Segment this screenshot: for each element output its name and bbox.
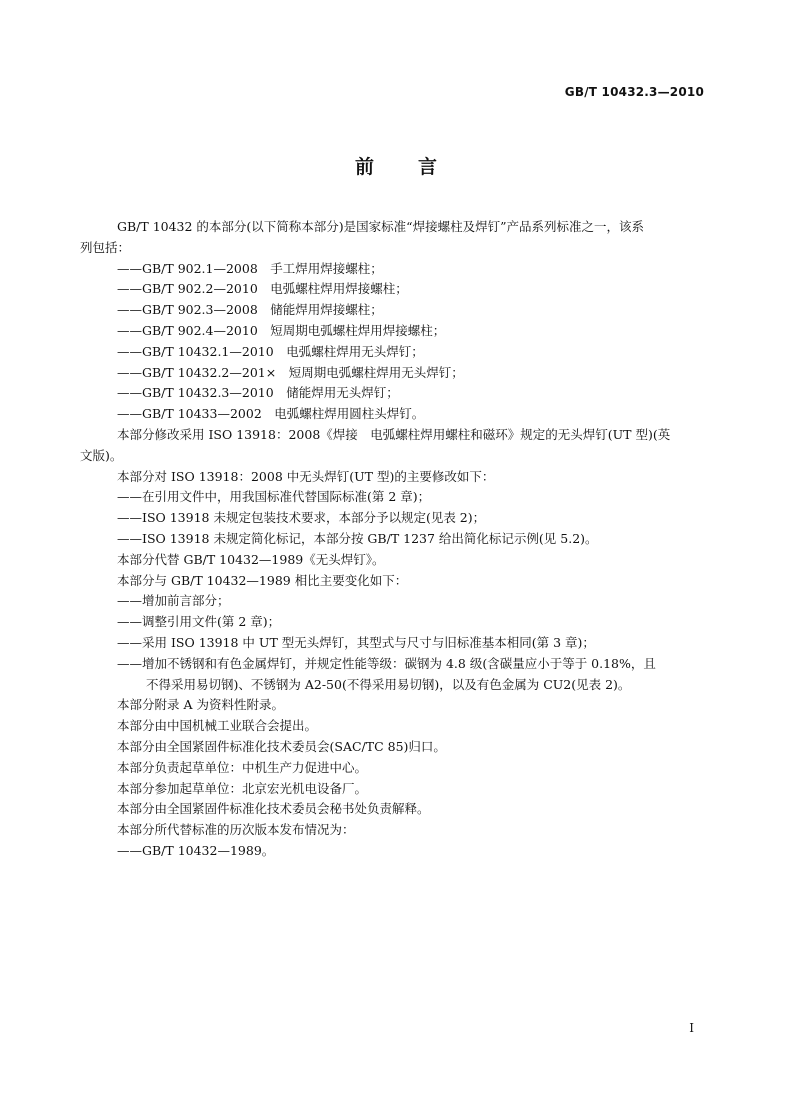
series-item: ——GB/T 902.2—2010 电弧螺柱焊用焊接螺柱； [117,281,408,297]
change-item-cont: 不得采用易切钢)、不锈钢为 A2-50(不得采用易切钢)，以及有色金属为 CU2(见表 2)。 [146,676,631,692]
history-intro: 本部分所代替标准的历次版本发布情况为： [117,822,355,838]
series-item: ——GB/T 902.3—2008 储能焊用焊接螺柱； [117,302,383,318]
series-item: ——GB/T 10432.1—2010 电弧螺柱焊用无头焊钉； [117,343,424,359]
participating-unit-paragraph: 本部分参加起草单位：北京宏光机电设备厂。 [117,780,368,796]
intro-paragraph: GB/T 10432 的本部分(以下简称本部分)是国家标准“焊接螺柱及焊钉”产品系列标准之一，该系 [117,219,644,234]
proposed-paragraph: 本部分由中国机械工业联合会提出。 [117,718,318,734]
series-item: ——GB/T 902.4—2010 短周期电弧螺柱焊用焊接螺柱； [117,322,446,338]
series-item: ——GB/T 10432.3—2010 储能焊用无头焊钉； [117,385,399,401]
intro-paragraph-cont: 列包括： [80,239,131,255]
replaces-paragraph: 本部分代替 GB/T 10432—1989《无头焊钉》。 [117,551,385,567]
change-item: ——采用 ISO 13918 中 UT 型无头焊钉，其型式与尺寸与旧标准基本相同(第 3 章)； [117,634,595,650]
iso-adoption-paragraph: 本部分修改采用 ISO 13918：2008《焊接 电弧螺柱焊用螺柱和磁环》规定的无头焊钉(UT 型)(英 [117,426,671,442]
change-item: ——增加前言部分； [117,593,230,609]
modifications-intro: 本部分对 ISO 13918：2008 中无头焊钉(UT 型)的主要修改如下： [117,468,495,484]
modification-item: ——在引用文件中，用我国标准代替国际标准(第 2 章)； [117,489,431,505]
appendix-paragraph: 本部分附录 A 为资料性附录。 [117,697,284,713]
modification-item: ——ISO 13918 未规定包装技术要求，本部分予以规定(见表 2)； [117,510,486,526]
history-item: ——GB/T 10432—1989。 [117,842,275,858]
changes-intro: 本部分与 GB/T 10432—1989 相比主要变化如下： [117,572,408,588]
title-char-1: 前 [354,156,374,178]
change-item: ——调整引用文件(第 2 章)； [117,614,281,630]
drafting-unit-paragraph: 本部分负责起草单位：中机生产力促进中心。 [117,759,368,775]
page-title [0,152,792,179]
centralized-paragraph: 本部分由全国紧固件标准化技术委员会(SAC/TC 85)归口。 [117,738,446,754]
standard-code-header: GB/T 10432.3—2010 [564,85,704,99]
iso-adoption-paragraph-cont: 文版)。 [80,447,123,463]
foreword-body [80,217,704,862]
title-char-2: 言 [418,156,438,178]
page-number: Ⅰ [689,1021,694,1035]
change-item: ——增加不锈钢和有色金属焊钉，并规定性能等级：碳钢为 4.8 级(含碳量应小于等于 0.18%，且 [117,655,656,671]
series-item: ——GB/T 10433—2002 电弧螺柱焊用圆柱头焊钉。 [117,406,425,422]
series-item: ——GB/T 10432.2—201× 短周期电弧螺柱焊用无头焊钉； [117,364,464,380]
interpretation-paragraph: 本部分由全国紧固件标准化技术委员会秘书处负责解释。 [117,801,430,817]
series-item: ——GB/T 902.1—2008 手工焊用焊接螺柱； [117,260,383,276]
modification-item: ——ISO 13918 未规定简化标记，本部分按 GB/T 1237 给出简化标记示例(见 5.2)。 [117,530,598,546]
